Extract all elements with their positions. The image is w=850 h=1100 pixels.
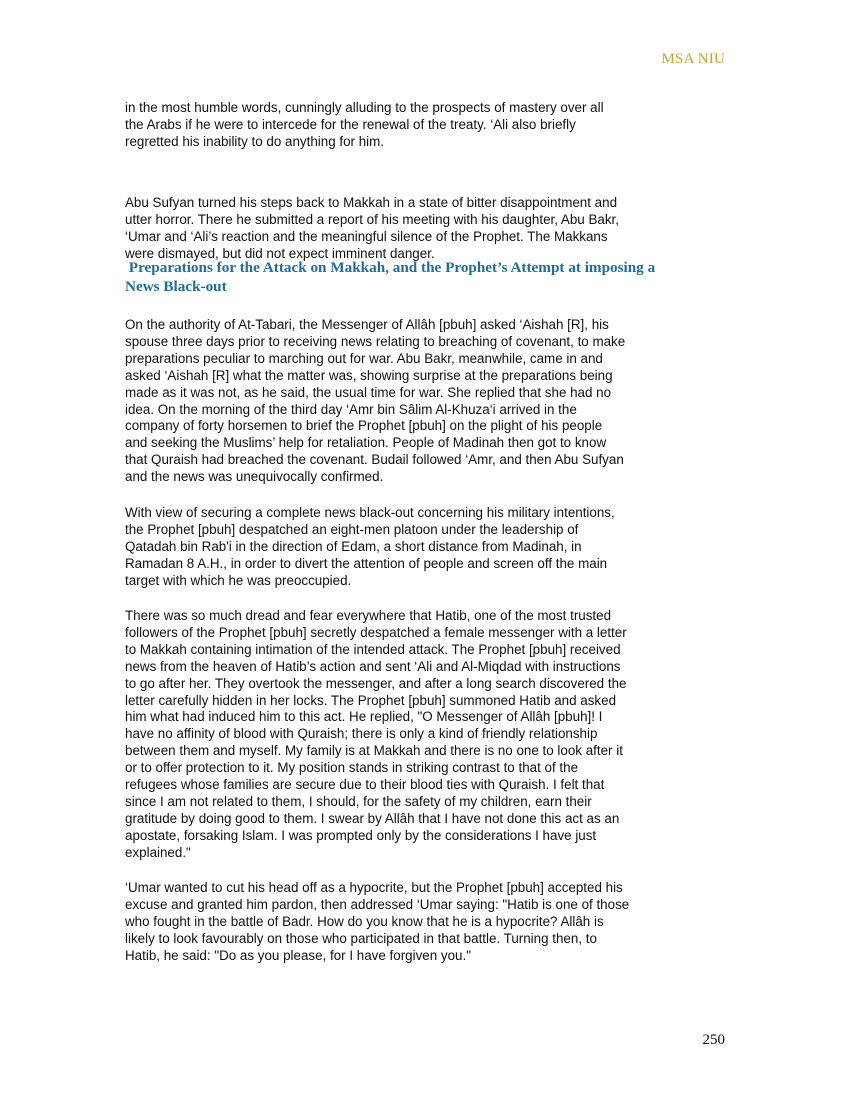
text-line: ‘Umar and ‘Ali’s reaction and the meaningful silence of the Prophet. The Makkans <box>125 228 608 244</box>
page-number: 250 <box>702 1032 725 1048</box>
text-line: With view of securing a complete news black-out concerning his military intentions, <box>125 505 615 520</box>
paragraph-continuation <box>125 100 604 151</box>
text-line: explained." <box>125 844 191 860</box>
text-line: in the most humble words, cunningly alluding to the prospects of mastery over all <box>125 100 604 115</box>
text-line: refugees whose families are secure due to their blood ties with Quraish. I felt that <box>125 777 605 793</box>
text-line: between them and myself. My family is at Makkah and there is no one to look after it <box>125 743 623 759</box>
text-line: the Prophet [pbuh] despatched an eight-men platoon under the leadership of <box>125 521 579 537</box>
text-line: since I am not related to them, I should, for the safety of my children, earn their <box>125 793 592 809</box>
paragraph-news-blackout <box>125 505 615 590</box>
text-line: target with which he was preoccupied. <box>125 572 352 588</box>
text-line: letter carefully hidden in her locks. The Prophet [pbuh] summoned Hatib and asked <box>125 692 617 708</box>
text-line: idea. On the morning of the third day ‘Amr bin Sâlim Al-Khuza‘i arrived in the <box>125 401 577 417</box>
text-line: to go after her. They overtook the messenger, and after a long search discovered the <box>125 675 627 691</box>
text-line: There was so much dread and fear everywhere that Hatib, one of the most trusted <box>125 608 612 623</box>
text-line: the Arabs if he were to intercede for the renewal of the treaty. ‘Ali also briefly <box>125 116 576 132</box>
text-line: Abu Sufyan turned his steps back to Makkah in a state of bitter disappointment and <box>125 195 618 210</box>
text-line: were dismayed, but did not expect imminent danger. <box>125 245 435 261</box>
paragraph-umar-pardon <box>125 880 629 965</box>
text-line: followers of the Prophet [pbuh] secretly despatched a female messenger with a letter <box>125 624 627 640</box>
text-line: or to offer protection to it. My position stands in striking contrast to that of the <box>125 760 579 776</box>
text-line: preparations peculiar to marching out for war. Abu Bakr, meanwhile, came in and <box>125 350 603 366</box>
text-line: Qatadah bin Rab'i in the direction of Edam, a short distance from Madinah, in <box>125 538 582 554</box>
text-line: asked ‘Aishah [R] what the matter was, showing surprise at the preparations being <box>125 367 613 383</box>
text-line: news from the heaven of Hatib’s action and sent ‘Ali and Al-Miqdad with instructions <box>125 658 621 674</box>
text-line: Hatib, he said: "Do as you please, for I have forgiven you." <box>125 947 471 963</box>
text-line: spouse three days prior to receiving news relating to breaching of covenant, to make <box>125 333 626 349</box>
text-line: On the authority of At-Tabari, the Messenger of Allâh [pbuh] asked ‘Aishah [R], his <box>125 317 609 332</box>
heading-line: News Black-out <box>125 278 227 295</box>
text-line: Ramadan 8 A.H., in order to divert the attention of people and screen off the main <box>125 555 608 571</box>
text-line: that Quraish had breached the covenant. Budail followed ‘Amr, and then Abu Sufyan <box>125 452 624 468</box>
text-line: company of forty horsemen to brief the Prophet [pbuh] on the plight of his people <box>125 418 603 434</box>
text-line: made as it was not, as he said, the usual time for war. She replied that she had no <box>125 384 612 400</box>
text-line: who fought in the battle of Badr. How do you know that he is a hypocrite? Allâh is <box>125 913 604 929</box>
text-line: regretted his inability to do anything for him. <box>125 133 385 149</box>
text-line: excuse and granted him pardon, then addressed ‘Umar saying: "Hatib is one of those <box>125 896 630 912</box>
text-line: ‘Umar wanted to cut his head off as a hypocrite, but the Prophet [pbuh] accepted his <box>125 880 623 895</box>
text-line: to Makkah containing intimation of the intended attack. The Prophet [pbuh] received <box>125 641 621 657</box>
text-line: have no affinity of blood with Quraish; there is only a kind of friendly relationship <box>125 726 598 742</box>
paragraph-hatib-letter <box>125 608 627 862</box>
section-heading <box>125 258 655 296</box>
heading-line: Preparations for the Attack on Makkah, and the Prophet’s Attempt at imposing a <box>125 259 656 276</box>
paragraph-at-tabari <box>125 317 625 486</box>
text-line: apostate, forsaking Islam. I was prompted only by the considerations I have just <box>125 827 597 843</box>
text-line: utter horror. There he submitted a report of his meeting with his daughter, Abu Bakr, <box>125 211 619 227</box>
text-line: and the news was unequivocally confirmed. <box>125 469 384 485</box>
paragraph-abu-sufyan-return <box>125 195 619 263</box>
text-line: him what had induced him to this act. He replied, "O Messenger of Allâh [pbuh]! I <box>125 709 603 725</box>
running-header: MSA NIU <box>661 51 725 67</box>
text-line: gratitude by doing good to them. I swear by Allâh that I have not done this act as an <box>125 810 620 826</box>
text-line: likely to look favourably on those who participated in that battle. Turning then, to <box>125 930 597 946</box>
text-line: and seeking the Muslims’ help for retaliation. People of Madinah then got to know <box>125 435 607 451</box>
